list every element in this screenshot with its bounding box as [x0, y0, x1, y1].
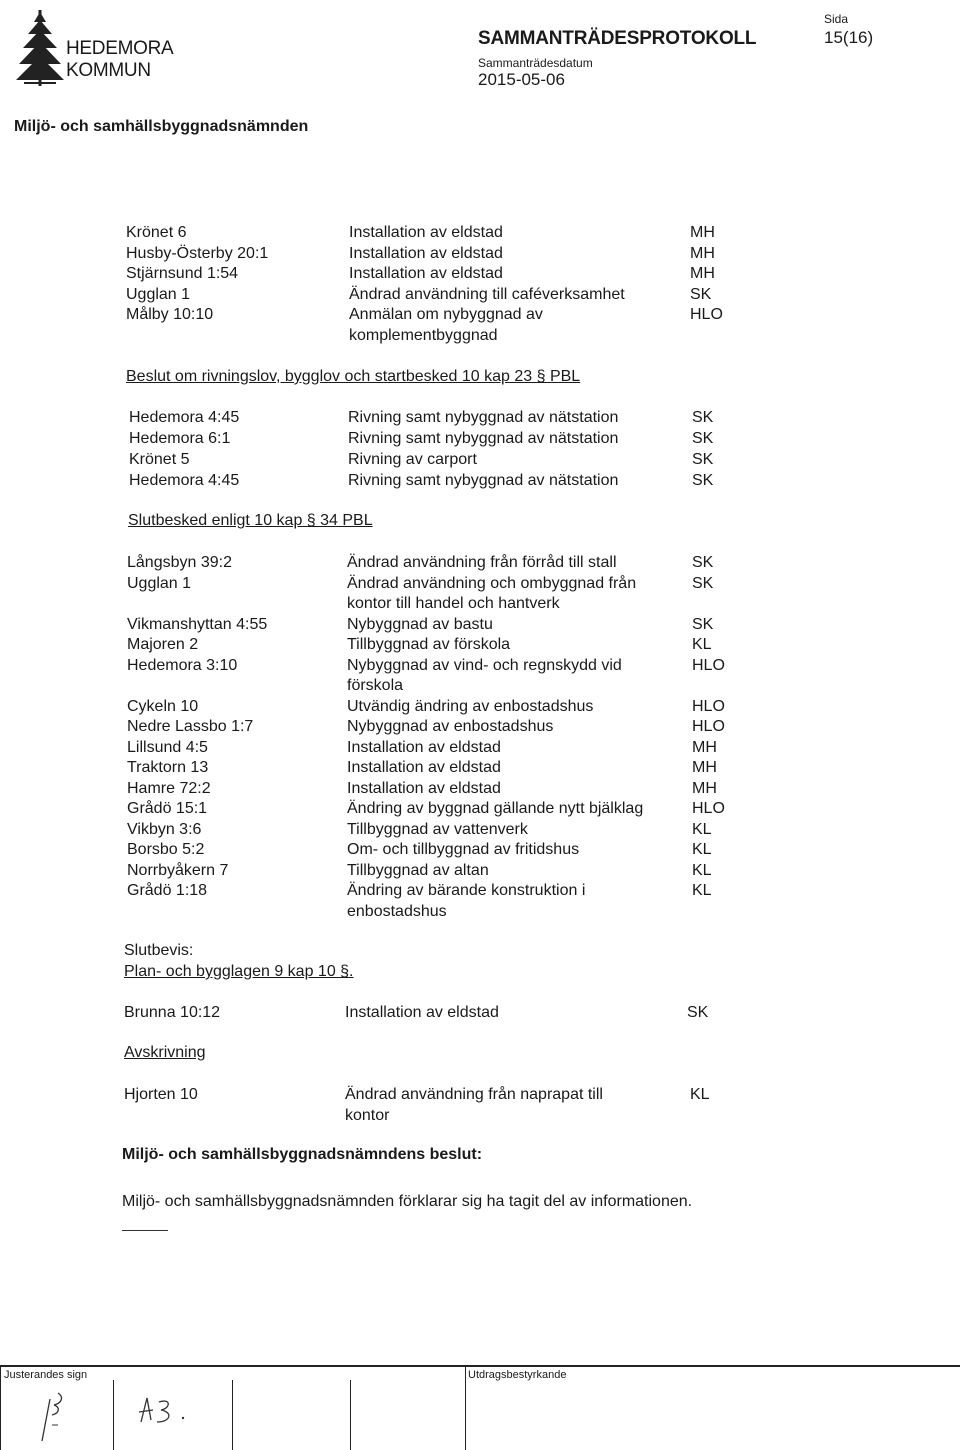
- official-cell: SK: [692, 574, 714, 592]
- property-cell: Norrbyåkern 7: [127, 861, 229, 879]
- property-cell: Hedemora 4:45: [129, 409, 240, 426]
- signature-2: [125, 1390, 225, 1435]
- description-cell: Om- och tillbyggnad av fritidshus: [347, 841, 580, 858]
- table-row: [0, 861, 960, 881]
- document-title: SAMMANTRÄDESPROTOKOLL: [478, 28, 757, 49]
- footer-border-left: [0, 1365, 1, 1450]
- table-row: [0, 881, 960, 901]
- meeting-date: 2015-05-06: [478, 70, 565, 89]
- description-cell: Installation av eldstad: [349, 224, 503, 241]
- description-cell: Installation av eldstad: [349, 244, 503, 262]
- official-cell: MH: [692, 779, 717, 797]
- section3-heading: Slutbesked enligt 10 kap § 34 PBL: [128, 512, 373, 529]
- table-row: [0, 615, 960, 635]
- section5-heading: Avskrivning: [124, 1044, 206, 1061]
- description-cell: Ändrad användning från förråd till stall: [347, 554, 617, 571]
- description-cell: Ändrad användning från naprapat till: [345, 1086, 603, 1103]
- table-row: [0, 799, 960, 819]
- property-cell: Majoren 2: [127, 636, 199, 653]
- official-cell: KL: [692, 841, 712, 858]
- property-cell: Hedemora 6:1: [129, 430, 231, 447]
- property-cell: Hamre 72:2: [127, 779, 211, 797]
- property-cell: Borsbo 5:2: [127, 841, 205, 858]
- official-cell: SK: [692, 430, 714, 447]
- justerandes-sign-label: Justerandes sign: [4, 1369, 88, 1381]
- official-cell: MH: [690, 224, 715, 241]
- official-cell: SK: [692, 409, 714, 426]
- date-label: Sammanträdesdatum: [478, 56, 593, 70]
- table-row: [0, 738, 960, 758]
- property-cell: Cykeln 10: [127, 697, 199, 715]
- official-cell: SK: [690, 285, 712, 303]
- property-cell: Hedemora 3:10: [127, 656, 238, 674]
- table-row: [0, 553, 960, 573]
- property-cell: Krönet 5: [129, 451, 190, 468]
- property-cell: Ugglan 1: [126, 285, 191, 303]
- table-row: [0, 471, 960, 491]
- description-cell: Installation av eldstad: [349, 265, 503, 282]
- footer-rule: [0, 1365, 960, 1367]
- description-cell: Rivning samt nybyggnad av nätstation: [348, 472, 619, 489]
- table-row: [0, 574, 960, 594]
- decision-text: Miljö- och samhällsbyggnadsnämnden förklarar sig ha tagit del av informationen.: [122, 1193, 693, 1210]
- description-cell: komplementbyggnad: [349, 326, 498, 344]
- description-cell: Tillbyggnad av vattenverk: [347, 820, 528, 838]
- table-row: [0, 840, 960, 860]
- official-cell: SK: [692, 472, 714, 489]
- official-cell: MH: [690, 244, 715, 262]
- official-cell: HLO: [692, 656, 725, 674]
- property-cell: Krönet 6: [126, 224, 187, 241]
- logo-line-2: KOMMUN: [66, 60, 151, 81]
- description-cell: enbostadshus: [347, 902, 447, 920]
- property-cell: Stjärnsund 1:54: [126, 265, 239, 282]
- table-row: [0, 1003, 960, 1023]
- description-cell: Installation av eldstad: [347, 738, 501, 756]
- description-cell: Tillbyggnad av altan: [347, 861, 489, 879]
- tree-logo-icon: [14, 6, 66, 90]
- signature-divider-2: [232, 1380, 233, 1450]
- signature-divider-3: [350, 1380, 351, 1450]
- property-cell: Nedre Lassbo 1:7: [127, 718, 254, 735]
- official-cell: HLO: [692, 697, 725, 715]
- table-row: [0, 408, 960, 428]
- property-cell: Husby-Österby 20:1: [126, 244, 269, 262]
- signature-divider-1: [113, 1380, 114, 1450]
- description-cell: Ändrad användning till caféverksamhet: [349, 285, 625, 303]
- description-cell: förskola: [347, 677, 404, 694]
- table-row: [0, 285, 960, 305]
- description-cell: Nybyggnad av bastu: [347, 615, 493, 633]
- section4-heading: Plan- och bygglagen 9 kap 10 §.: [124, 963, 354, 980]
- table-row: [0, 326, 960, 346]
- official-cell: MH: [692, 738, 717, 756]
- official-cell: HLO: [692, 718, 725, 735]
- footer-column-divider: [465, 1365, 466, 1450]
- description-cell: Utvändig ändring av enbostadshus: [347, 697, 594, 715]
- property-cell: Långsbyn 39:2: [127, 554, 232, 571]
- property-cell: Lillsund 4:5: [127, 738, 208, 756]
- property-cell: Ugglan 1: [127, 574, 192, 592]
- table-row: [0, 635, 960, 655]
- page-label: Sida: [824, 12, 849, 26]
- description-cell: Ändring av byggnad gällande nytt bjälklag: [347, 800, 644, 817]
- description-cell: Installation av eldstad: [347, 779, 501, 797]
- table-row: [0, 820, 960, 840]
- slutbevis-label: Slutbevis:: [124, 942, 194, 959]
- table-row: [0, 717, 960, 737]
- table-row: [0, 264, 960, 284]
- table-row: [0, 656, 960, 676]
- official-cell: HLO: [692, 800, 725, 817]
- description-cell: Rivning samt nybyggnad av nätstation: [348, 430, 619, 447]
- table-row: [0, 223, 960, 243]
- official-cell: SK: [692, 615, 714, 633]
- utdragsbestyrkande-label: Utdragsbestyrkande: [468, 1369, 567, 1381]
- decision-heading: Miljö- och samhällsbyggnadsnämndens beslut:: [122, 1146, 483, 1163]
- table-row: [0, 305, 960, 325]
- property-cell: Grådö 1:18: [127, 882, 208, 899]
- description-cell: Installation av eldstad: [345, 1004, 499, 1021]
- table-row: [0, 594, 960, 614]
- official-cell: KL: [692, 820, 712, 838]
- description-cell: Rivning av carport: [348, 451, 477, 468]
- description-cell: Ändrad användning och ombyggnad från: [347, 574, 637, 592]
- official-cell: KL: [690, 1086, 710, 1103]
- description-cell: Ändring av bärande konstruktion i: [347, 882, 586, 899]
- property-cell: Målby 10:10: [126, 306, 214, 323]
- section2-heading: Beslut om rivningslov, bygglov och startbesked 10 kap 23 § PBL: [126, 368, 581, 385]
- description-cell: Tillbyggnad av förskola: [347, 636, 511, 653]
- table-row: [0, 758, 960, 778]
- official-cell: HLO: [690, 306, 723, 323]
- description-cell: Nybyggnad av enbostadshus: [347, 718, 554, 735]
- divider: [122, 1230, 168, 1231]
- table-row: [0, 244, 960, 264]
- official-cell: KL: [692, 636, 712, 653]
- committee-name: Miljö- och samhällsbyggnadsnämnden: [14, 118, 309, 135]
- description-cell: kontor till handel och hantverk: [347, 595, 560, 612]
- logo-line-1: HEDEMORA: [66, 38, 174, 59]
- official-cell: SK: [687, 1004, 709, 1021]
- official-cell: KL: [692, 882, 712, 899]
- signature-1: [20, 1385, 100, 1445]
- official-cell: SK: [692, 451, 714, 468]
- table-row: [0, 697, 960, 717]
- municipality-logo-text: [66, 38, 173, 82]
- description-cell: Anmälan om nybyggnad av: [349, 306, 543, 323]
- description-cell: Nybyggnad av vind- och regnskydd vid: [347, 656, 622, 674]
- description-cell: Rivning samt nybyggnad av nätstation: [348, 409, 619, 426]
- official-cell: MH: [692, 759, 717, 776]
- page-number: 15(16): [824, 28, 874, 47]
- table-row: [0, 1085, 960, 1105]
- table-row: [0, 450, 960, 470]
- table-row: [0, 429, 960, 449]
- property-cell: Traktorn 13: [127, 759, 209, 776]
- table-row: [0, 676, 960, 696]
- table-row: [0, 902, 960, 922]
- official-cell: KL: [692, 861, 712, 879]
- official-cell: MH: [690, 265, 715, 282]
- property-cell: Hedemora 4:45: [129, 472, 240, 489]
- description-cell: Installation av eldstad: [347, 759, 501, 776]
- description-cell: kontor: [345, 1106, 390, 1124]
- property-cell: Vikmanshyttan 4:55: [127, 615, 268, 633]
- property-cell: Brunna 10:12: [124, 1004, 221, 1021]
- property-cell: Hjorten 10: [124, 1086, 198, 1103]
- official-cell: SK: [692, 554, 714, 571]
- table-row: [0, 1106, 960, 1126]
- table-row: [0, 779, 960, 799]
- property-cell: Grådö 15:1: [127, 800, 208, 817]
- property-cell: Vikbyn 3:6: [127, 820, 202, 838]
